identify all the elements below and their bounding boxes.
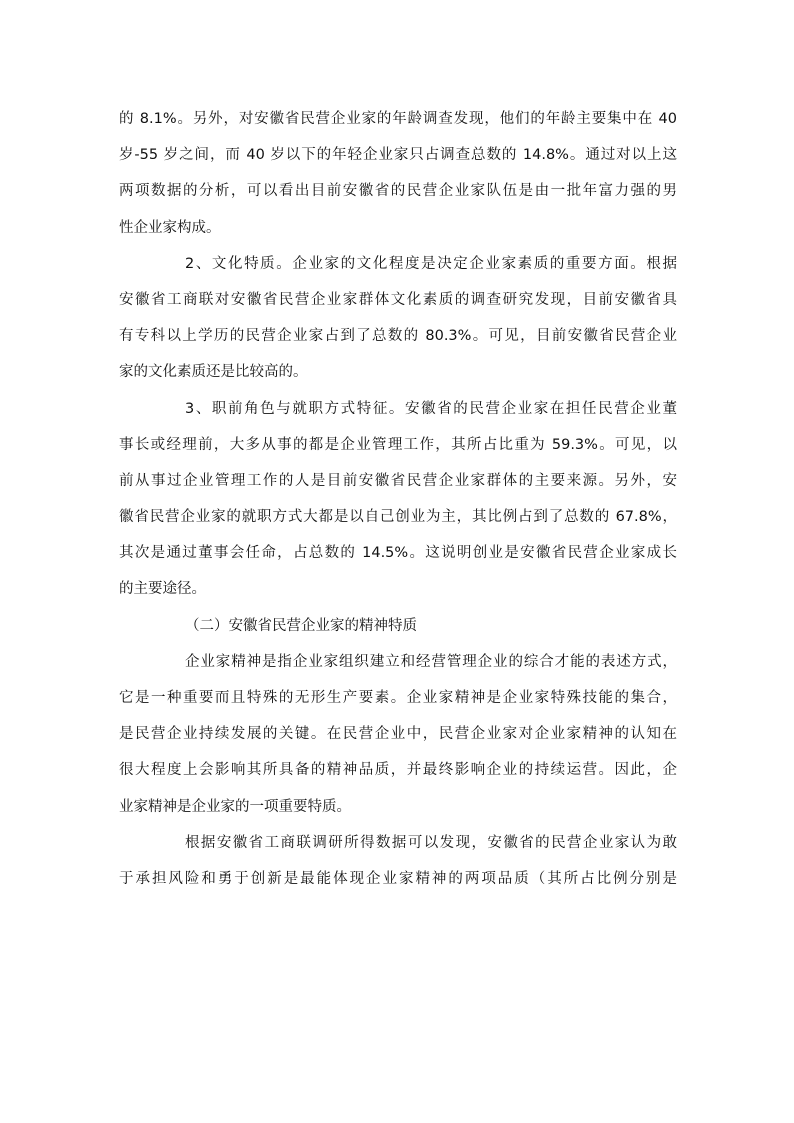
- paragraph-line: 根据安徽省工商联调研所得数据可以发现，安徽省的民营企业家认为敢: [185, 834, 677, 851]
- paragraph-line: 于承担风险和勇于创新是最能体现企业家精神的两项品质（其所占比例分别是: [119, 870, 677, 887]
- paragraph-line: 两项数据的分析，可以看出目前安徽省的民营企业家队伍是由一批年富力强的男: [119, 183, 677, 200]
- paragraph-line: 徽省民营企业家的就职方式大都是以自己创业为主，其比例占到了总数的 67.8%，: [119, 509, 677, 526]
- paragraph-line: 业家精神是企业家的一项重要特质。: [119, 798, 351, 815]
- paragraph-line: 它是一种重要而且特殊的无形生产要素。企业家精神是企业家特殊技能的集合，: [119, 690, 677, 706]
- paragraph-line: 有专科以上学历的民营企业家占到了总数的 80.3%。可见，目前安徽省民营企业: [119, 328, 677, 345]
- paragraph-line: 3、职前角色与就职方式特征。安徽省的民营企业家在担任民营企业董: [185, 400, 677, 417]
- section-heading: （二）安徽省民营企业家的精神特质: [185, 617, 417, 634]
- document-body: [119, 101, 677, 897]
- paragraph-line: 前从事过企业管理工作的人是目前安徽省民营企业家群体的主要来源。另外，安: [119, 472, 677, 489]
- paragraph-line: 性企业家构成。: [119, 219, 221, 236]
- paragraph-line: 是民营企业持续发展的关键。在民营企业中，民营企业家对企业家精神的认知在: [119, 726, 677, 743]
- paragraph-line: 2、文化特质。企业家的文化程度是决定企业家素质的重要方面。根据: [185, 255, 677, 272]
- paragraph-line: 事长或经理前，大多从事的都是企业管理工作，其所占比重为 59.3%。可见，以: [119, 436, 677, 453]
- paragraph-line: 企业家精神是指企业家组织建立和经营管理企业的综合才能的表述方式，: [185, 653, 677, 670]
- paragraph-line: 的主要途径。: [119, 581, 206, 598]
- paragraph-line: 安徽省工商联对安徽省民营企业家群体文化素质的调查研究发现，目前安徽省具: [119, 291, 677, 308]
- paragraph-line: 家的文化素质还是比较高的。: [119, 364, 308, 381]
- paragraph-line: 的 8.1%。另外，对安徽省民营企业家的年龄调查发现，他们的年龄主要集中在 40: [119, 111, 677, 127]
- paragraph-line: 其次是通过董事会任命，占总数的 14.5%。这说明创业是安徽省民营企业家成长: [119, 545, 677, 562]
- paragraph-line: 很大程度上会影响其所具备的精神品质，并最终影响企业的持续运营。因此，企: [119, 762, 677, 779]
- paragraph-line: 岁-55 岁之间，而 40 岁以下的年轻企业家只占调查总数的 14.8%。通过对以上这: [119, 147, 677, 164]
